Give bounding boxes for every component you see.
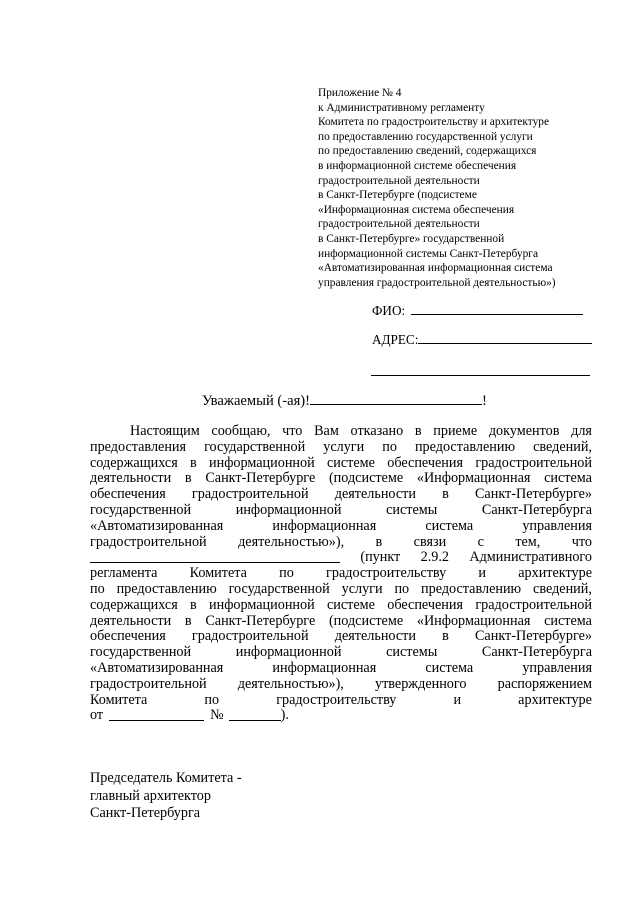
letter-body xyxy=(90,424,592,724)
reason-blank xyxy=(90,550,340,563)
body-line xyxy=(90,614,592,630)
appendix-header xyxy=(318,86,618,290)
word: с xyxy=(477,533,484,550)
word: государственной xyxy=(90,644,192,661)
address-field xyxy=(372,331,592,348)
body-line xyxy=(90,456,592,472)
body-line xyxy=(90,661,592,677)
address-label: АДРЕС: xyxy=(372,332,419,347)
body-line xyxy=(90,582,592,598)
word: услуги xyxy=(341,580,383,597)
word: обеспечения xyxy=(90,628,166,645)
appendix-line: управления градостроительной деятельностью») xyxy=(318,276,556,289)
word: Санкт-Петербурге xyxy=(205,612,316,629)
word: Санкт-Петербурга xyxy=(481,644,592,661)
word: № xyxy=(210,707,224,724)
word: (пункт xyxy=(360,549,401,566)
word: обеспечения xyxy=(387,596,464,613)
word: государственной xyxy=(90,501,192,518)
body-line xyxy=(90,503,592,519)
word: Административного xyxy=(469,549,592,566)
word: предоставления xyxy=(90,438,187,455)
signature-line: Председатель Комитета - xyxy=(90,770,242,786)
body-line xyxy=(90,677,592,693)
word: системы xyxy=(386,501,438,518)
word: (подсистеме xyxy=(328,612,404,629)
word: предоставлению xyxy=(421,580,522,597)
word: предоставлению xyxy=(116,580,217,597)
word: тем, xyxy=(515,533,541,550)
word: сообщаю, xyxy=(211,423,271,439)
word: градостроительной xyxy=(475,454,592,471)
word: Санкт-Петербурге» xyxy=(474,628,592,645)
word: для xyxy=(571,423,592,439)
word: система xyxy=(544,612,592,629)
body-line xyxy=(90,566,592,582)
word: информационная xyxy=(272,659,377,676)
signature-line: Санкт-Петербурга xyxy=(90,805,201,821)
appendix-line: градостроительной деятельности xyxy=(318,218,480,231)
greeting-end: ! xyxy=(482,393,487,409)
body-line xyxy=(90,598,592,614)
word: документов xyxy=(488,423,560,439)
word: приеме xyxy=(433,423,478,439)
word: содержащихся xyxy=(90,596,178,613)
word: что xyxy=(571,533,592,550)
appendix-line: к Административному регламенту xyxy=(318,101,485,114)
word: отказано xyxy=(350,423,404,439)
word: Комитета xyxy=(90,691,148,708)
word: по xyxy=(204,691,220,708)
word: Санкт-Петербурге» xyxy=(474,486,592,503)
word: системе xyxy=(327,454,375,471)
body-line xyxy=(90,440,592,456)
word: что xyxy=(282,423,303,439)
word: «Автоматизированная xyxy=(90,517,224,534)
word: государственной xyxy=(204,438,306,455)
address-blank xyxy=(418,331,592,344)
body-line xyxy=(90,519,592,535)
word: информационная xyxy=(272,517,377,534)
word: градостроительной xyxy=(191,628,309,645)
body-line xyxy=(90,487,592,503)
word: утвержденного xyxy=(375,675,467,692)
appendix-line: по предоставлению государственной услуги xyxy=(318,130,533,143)
body-line xyxy=(90,424,592,440)
body-line xyxy=(90,471,592,487)
word: информационной xyxy=(235,501,342,518)
word: системе xyxy=(327,596,375,613)
greeting xyxy=(202,391,487,410)
word: ). xyxy=(280,707,289,724)
body-line xyxy=(90,535,592,551)
word: градостроительной xyxy=(90,675,207,692)
word: обеспечения xyxy=(90,486,166,503)
address-extra-blank xyxy=(371,375,590,376)
word: распоряжением xyxy=(497,675,592,692)
appendix-line: «Автоматизированная информационная система xyxy=(318,262,553,275)
word: деятельности xyxy=(334,628,416,645)
signature-line: главный архитектор xyxy=(90,787,211,804)
word: градостроительству xyxy=(276,691,397,708)
word: в xyxy=(184,470,192,487)
word: Санкт-Петербурге xyxy=(205,470,316,487)
word: градостроительству xyxy=(326,565,447,582)
word: услуги xyxy=(323,438,365,455)
word: содержащихся xyxy=(90,454,178,471)
word: в xyxy=(184,612,192,629)
word: система xyxy=(425,517,474,534)
word: 2.9.2 xyxy=(420,549,449,566)
appendix-line: по предоставлению сведений, содержащихся xyxy=(318,145,537,158)
fio-blank xyxy=(411,302,583,315)
word: от xyxy=(90,707,104,724)
word: информационной xyxy=(235,644,342,661)
word: «Информационная xyxy=(416,470,531,487)
word: Вам xyxy=(314,423,339,439)
word: управления xyxy=(522,659,592,676)
body-line xyxy=(90,550,592,566)
word: архитектуре xyxy=(518,691,592,708)
appendix-line: в Санкт-Петербурге (подсистеме xyxy=(318,189,477,202)
body-line xyxy=(90,629,592,645)
word: деятельностью»), xyxy=(238,533,345,550)
word: «Автоматизированная xyxy=(90,659,224,676)
word: система xyxy=(425,659,474,676)
signature-block xyxy=(90,770,242,823)
word: связи xyxy=(413,533,447,550)
word: Комитета xyxy=(189,565,247,582)
word: по xyxy=(279,565,294,582)
word: информационной xyxy=(209,454,315,471)
appendix-line: Приложение № 4 xyxy=(318,87,402,99)
word: сведений, xyxy=(533,580,592,597)
word: в xyxy=(442,486,449,503)
word: Санкт-Петербурга xyxy=(481,501,592,518)
body-line xyxy=(90,693,592,709)
word: деятельностью»), xyxy=(237,675,344,692)
word: деятельности xyxy=(334,486,416,503)
word: градостроительной xyxy=(475,596,592,613)
word: и xyxy=(453,691,462,708)
word: предоставлению xyxy=(414,438,516,455)
fio-field xyxy=(372,302,583,319)
date-blank xyxy=(109,708,204,721)
word: в xyxy=(375,533,383,550)
word: в xyxy=(190,596,197,613)
appendix-line: градостроительной деятельности xyxy=(318,174,480,187)
word: деятельности xyxy=(90,470,172,487)
word: система xyxy=(544,470,592,487)
body-line xyxy=(90,708,592,724)
appendix-line: в Санкт-Петербурге» государственной xyxy=(318,232,505,245)
word: системы xyxy=(386,644,438,661)
greeting-name-blank xyxy=(310,391,482,405)
word: деятельности xyxy=(90,612,172,629)
body-line xyxy=(90,645,592,661)
word: сведений, xyxy=(533,438,592,455)
appendix-line: информационной системы Санкт-Петербурга xyxy=(318,247,539,260)
word: в xyxy=(414,423,422,439)
word: и xyxy=(478,565,487,582)
order-number-blank xyxy=(229,708,281,721)
word: градостроительной xyxy=(90,533,207,550)
word: «Информационная xyxy=(416,612,531,629)
word: в xyxy=(190,454,197,471)
word: Настоящим xyxy=(130,423,200,439)
word: градостроительной xyxy=(191,486,309,503)
word: по xyxy=(90,580,105,597)
word: государственной xyxy=(228,580,330,597)
greeting-text: Уважаемый (-ая)! xyxy=(202,393,311,409)
word: информационной xyxy=(209,596,315,613)
appendix-line: Комитета по градостроительству и архитектуре xyxy=(318,116,550,129)
appendix-line: в информационной системе обеспечения xyxy=(318,159,517,172)
fio-label: ФИО: xyxy=(372,303,406,318)
word: (подсистеме xyxy=(328,470,404,487)
word: управления xyxy=(522,517,592,534)
appendix-line: «Информационная система обеспечения xyxy=(318,203,515,216)
word: архитектуре xyxy=(518,565,592,582)
word: в xyxy=(442,628,449,645)
word: по xyxy=(394,580,410,597)
word: по xyxy=(382,438,397,455)
word: обеспечения xyxy=(387,454,464,471)
word: регламента xyxy=(90,565,158,582)
